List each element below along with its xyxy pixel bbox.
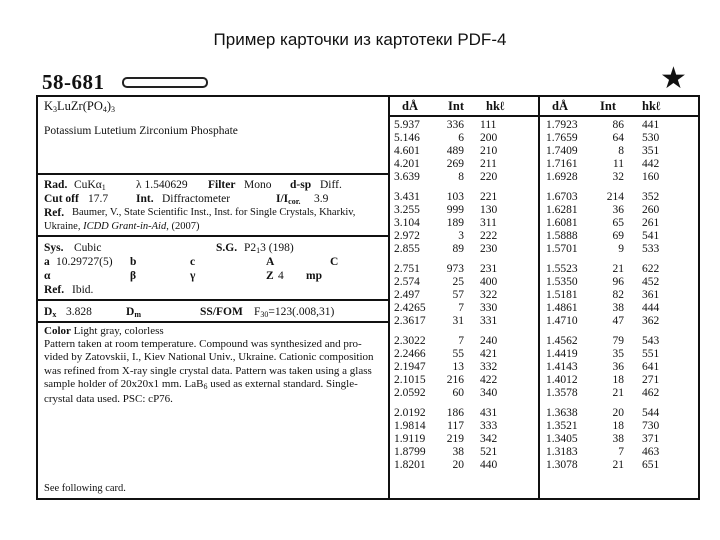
comment-line: sample holder of 20x20x1 mm. LaB$_6$ used as external standard. Single- bbox=[44, 377, 358, 391]
icor-value: 3.9 bbox=[314, 193, 329, 205]
radiation-section bbox=[38, 175, 388, 237]
d-spacing-2: 1.6281 bbox=[546, 204, 578, 216]
table-row bbox=[388, 132, 698, 145]
hkl-1: 422 bbox=[480, 374, 498, 386]
compound-name: Potassium Lutetium Zirconium Phosphate bbox=[44, 124, 238, 137]
hkl-2: 442 bbox=[642, 158, 660, 170]
icor-label: $I/I_{cor.}$ bbox=[276, 193, 301, 206]
intensity-1: 57 bbox=[452, 289, 464, 301]
header-d2: dÅ bbox=[552, 99, 568, 113]
intensity-2: 11 bbox=[612, 158, 624, 170]
hkl-1: 222 bbox=[480, 230, 498, 242]
hkl-2: 362 bbox=[642, 315, 660, 327]
gamma-label: γ bbox=[190, 270, 196, 282]
crystal-ref-label: Ref. bbox=[44, 284, 65, 296]
dx-value: 3.828 bbox=[66, 306, 92, 318]
hkl-2: 371 bbox=[642, 433, 660, 445]
dm-label: $D_m$ bbox=[126, 306, 141, 319]
hkl-1: 330 bbox=[480, 302, 498, 314]
table-row bbox=[388, 289, 698, 302]
reference-line2: Ukraine, ICDD Grant-in-Aid, (2007) bbox=[44, 221, 200, 232]
fom-value: $F_{30}=123(.008,31)$ bbox=[254, 306, 335, 319]
d-spacing-1: 2.855 bbox=[394, 243, 420, 255]
filter-label: Filter bbox=[208, 179, 236, 191]
filter-value: Mono bbox=[244, 179, 272, 191]
hkl-1: 211 bbox=[480, 158, 497, 170]
hkl-2: 352 bbox=[642, 191, 660, 203]
hkl-2: 463 bbox=[642, 446, 660, 458]
dx-label: $D_x$ bbox=[44, 306, 57, 319]
hkl-1: 332 bbox=[480, 361, 498, 373]
hkl-2: 444 bbox=[642, 302, 660, 314]
d-spacing-1: 1.8201 bbox=[394, 459, 426, 471]
table-row bbox=[388, 361, 698, 374]
hkl-1: 342 bbox=[480, 433, 498, 445]
b-label: b bbox=[130, 256, 137, 268]
intensity-2: 9 bbox=[618, 243, 624, 255]
d-spacing-1: 1.9119 bbox=[394, 433, 426, 445]
d-spacing-1: 2.3617 bbox=[394, 315, 426, 327]
density-section bbox=[38, 301, 388, 323]
hkl-1: 340 bbox=[480, 387, 498, 399]
d-spacing-1: 2.0192 bbox=[394, 407, 426, 419]
sys-label: Sys. bbox=[44, 242, 64, 254]
table-row bbox=[388, 230, 698, 243]
hkl-2: 271 bbox=[642, 374, 660, 386]
hkl-2: 361 bbox=[642, 289, 660, 301]
comment-line: vided by Zatovskii, I., Kiev National Univ., Ukraine. Cationic composition bbox=[44, 351, 374, 364]
intensity-2: 18 bbox=[612, 420, 624, 432]
see-following-card: See following card. bbox=[44, 483, 126, 494]
A-label: A bbox=[266, 256, 275, 268]
intensity-2: 79 bbox=[612, 335, 624, 347]
d-spacing-2: 1.4143 bbox=[546, 361, 578, 373]
header-hkl2: hkℓ bbox=[642, 99, 661, 113]
dsp-value: Diff. bbox=[320, 179, 342, 191]
table-row bbox=[388, 217, 698, 230]
table-row bbox=[388, 374, 698, 387]
table-row bbox=[388, 158, 698, 171]
hkl-1: 521 bbox=[480, 446, 498, 458]
hkl-2: 160 bbox=[642, 171, 660, 183]
hkl-2: 544 bbox=[642, 407, 660, 419]
wavelength: λ 1.540629 bbox=[136, 179, 188, 191]
intensity-2: 64 bbox=[612, 132, 624, 144]
intensity-2: 36 bbox=[612, 361, 624, 373]
intensity-1: 186 bbox=[446, 407, 464, 419]
crystal-section bbox=[38, 237, 388, 301]
intensity-2: 214 bbox=[606, 191, 624, 203]
card-info-column bbox=[38, 97, 390, 498]
d-spacing-1: 4.201 bbox=[394, 158, 420, 170]
d-spacing-2: 1.3078 bbox=[546, 459, 578, 471]
intensity-2: 35 bbox=[612, 348, 624, 360]
crystal-ref-value: Ibid. bbox=[72, 284, 94, 296]
hkl-1: 220 bbox=[480, 171, 498, 183]
d-spacing-1: 2.751 bbox=[394, 263, 420, 275]
a-label: a bbox=[44, 256, 50, 268]
hkl-1: 111 bbox=[480, 119, 497, 131]
ref-label: Ref. bbox=[44, 207, 65, 219]
header-int2: Int bbox=[600, 99, 616, 113]
intensity-2: 21 bbox=[612, 263, 624, 275]
hkl-2: 441 bbox=[642, 119, 660, 131]
d-spacing-1: 3.255 bbox=[394, 204, 420, 216]
hkl-1: 230 bbox=[480, 243, 498, 255]
d-spacing-1: 2.972 bbox=[394, 230, 420, 242]
hkl-2: 462 bbox=[642, 387, 660, 399]
sg-label: S.G. bbox=[216, 242, 238, 254]
hkl-1: 311 bbox=[480, 217, 497, 229]
intensity-2: 36 bbox=[612, 204, 624, 216]
star-icon: ★ bbox=[660, 62, 687, 95]
hkl-1: 431 bbox=[480, 407, 498, 419]
intensity-1: 20 bbox=[452, 459, 464, 471]
d-spacing-2: 1.5350 bbox=[546, 276, 578, 288]
d-spacing-1: 5.146 bbox=[394, 132, 420, 144]
intensity-2: 96 bbox=[612, 276, 624, 288]
intensity-1: 13 bbox=[452, 361, 464, 373]
table-header bbox=[388, 97, 698, 117]
table-row bbox=[388, 433, 698, 446]
card-number: 58-681 bbox=[42, 70, 105, 94]
hkl-1: 240 bbox=[480, 335, 498, 347]
d-spacing-1: 2.497 bbox=[394, 289, 420, 301]
d-spacing-2: 1.5181 bbox=[546, 289, 578, 301]
d-spacing-1: 2.0592 bbox=[394, 387, 426, 399]
hkl-1: 130 bbox=[480, 204, 498, 216]
hkl-1: 331 bbox=[480, 315, 498, 327]
c-label: c bbox=[190, 256, 196, 268]
table-row bbox=[388, 243, 698, 256]
hkl-1: 200 bbox=[480, 132, 498, 144]
hkl-1: 400 bbox=[480, 276, 498, 288]
d-spacing-1: 2.4265 bbox=[394, 302, 426, 314]
z-label: Z bbox=[266, 270, 274, 282]
hkl-2: 530 bbox=[642, 132, 660, 144]
cutoff-value: 17.7 bbox=[88, 193, 109, 205]
intensity-1: 117 bbox=[447, 420, 464, 432]
table-row bbox=[388, 204, 698, 217]
intensity-2: 18 bbox=[612, 374, 624, 386]
a-value: 10.29727(5) bbox=[56, 256, 113, 268]
d-spacing-1: 1.9814 bbox=[394, 420, 426, 432]
intensity-2: 65 bbox=[612, 217, 624, 229]
intensity-1: 25 bbox=[452, 276, 464, 288]
compound-section bbox=[38, 97, 388, 175]
d-spacing-2: 1.3638 bbox=[546, 407, 578, 419]
table-row bbox=[388, 420, 698, 433]
hkl-2: 551 bbox=[642, 348, 660, 360]
hkl-2: 452 bbox=[642, 276, 660, 288]
cutoff-label: Cut off bbox=[44, 193, 79, 205]
table-row bbox=[388, 145, 698, 158]
intensity-2: 21 bbox=[612, 387, 624, 399]
d-spacing-1: 2.1015 bbox=[394, 374, 426, 386]
d-spacing-1: 2.2466 bbox=[394, 348, 426, 360]
d-spacing-2: 1.5888 bbox=[546, 230, 578, 242]
d-spacing-2: 1.6703 bbox=[546, 191, 578, 203]
d-spacing-2: 1.4012 bbox=[546, 374, 578, 386]
hkl-1: 231 bbox=[480, 263, 498, 275]
hkl-2: 261 bbox=[642, 217, 660, 229]
hkl-1: 421 bbox=[480, 348, 498, 360]
table-row bbox=[388, 459, 698, 472]
intensity-2: 20 bbox=[612, 407, 624, 419]
d-spacing-2: 1.5523 bbox=[546, 263, 578, 275]
table-row bbox=[388, 387, 698, 400]
d-spacing-1: 3.104 bbox=[394, 217, 420, 229]
reference-line1: Baumer, V., State Scientific Inst., Inst. for Single Crystals, Kharkiv, bbox=[72, 207, 356, 218]
d-spacing-2: 1.3521 bbox=[546, 420, 578, 432]
intensity-1: 336 bbox=[446, 119, 464, 131]
intensity-2: 32 bbox=[612, 171, 624, 183]
chemical-formula: $K_3LuZr(PO_4)_3$ bbox=[44, 99, 116, 114]
intensity-1: 60 bbox=[452, 387, 464, 399]
header-int1: Int bbox=[448, 99, 464, 113]
d-spacing-1: 1.8799 bbox=[394, 446, 426, 458]
table-row bbox=[388, 276, 698, 289]
intensity-1: 89 bbox=[452, 243, 464, 255]
intensity-2: 86 bbox=[612, 119, 624, 131]
table-row bbox=[388, 315, 698, 328]
hkl-2: 730 bbox=[642, 420, 660, 432]
comment-line: Pattern taken at room temperature. Compound was synthesized and pro- bbox=[44, 338, 362, 351]
table-row bbox=[388, 446, 698, 459]
intensity-2: 8 bbox=[618, 145, 624, 157]
intensity-1: 55 bbox=[452, 348, 464, 360]
d-spacing-1: 5.937 bbox=[394, 119, 420, 131]
d-spacing-2: 1.7923 bbox=[546, 119, 578, 131]
d-spacing-2: 1.4419 bbox=[546, 348, 578, 360]
rad-value: CuKα$_1$ bbox=[74, 179, 106, 192]
intensity-2: 47 bbox=[612, 315, 624, 327]
table-row bbox=[388, 191, 698, 204]
d-spacing-2: 1.3578 bbox=[546, 387, 578, 399]
hkl-2: 543 bbox=[642, 335, 660, 347]
intensity-1: 973 bbox=[446, 263, 464, 275]
color-line: Color Light gray, colorless bbox=[44, 325, 164, 337]
d-spacing-2: 1.4562 bbox=[546, 335, 578, 347]
hkl-1: 333 bbox=[480, 420, 498, 432]
intensity-2: 7 bbox=[618, 446, 624, 458]
comment-line: crystal data used. PSC: cP76. bbox=[44, 393, 173, 406]
sg-value: $P2_13$ (198) bbox=[244, 242, 294, 255]
d-spacing-2: 1.3405 bbox=[546, 433, 578, 445]
intensity-1: 3 bbox=[458, 230, 464, 242]
pdf-card bbox=[36, 95, 700, 500]
intensity-2: 82 bbox=[612, 289, 624, 301]
beta-label: β bbox=[130, 270, 137, 282]
hkl-2: 351 bbox=[642, 145, 660, 157]
d-spacing-1: 3.431 bbox=[394, 191, 420, 203]
comments-section bbox=[38, 323, 388, 406]
table-row bbox=[388, 302, 698, 315]
d-spacing-2: 1.7409 bbox=[546, 145, 578, 157]
alpha-label: α bbox=[44, 270, 51, 282]
intensity-1: 999 bbox=[446, 204, 464, 216]
int-label: Int. bbox=[136, 193, 154, 205]
hkl-2: 260 bbox=[642, 204, 660, 216]
intensity-1: 189 bbox=[446, 217, 464, 229]
d-spacing-2: 1.6081 bbox=[546, 217, 578, 229]
C-label: C bbox=[330, 256, 339, 268]
intensity-2: 38 bbox=[612, 433, 624, 445]
ssfom-label: SS/FOM bbox=[200, 306, 243, 318]
intensity-1: 103 bbox=[446, 191, 464, 203]
d-spacing-1: 2.574 bbox=[394, 276, 420, 288]
d-spacing-2: 1.6928 bbox=[546, 171, 578, 183]
intensity-1: 7 bbox=[458, 335, 464, 347]
paper-clip-icon bbox=[122, 77, 208, 88]
dsp-label: d-sp bbox=[290, 179, 312, 191]
table-row bbox=[388, 407, 698, 420]
intensity-2: 38 bbox=[612, 302, 624, 314]
z-value: 4 bbox=[278, 270, 284, 282]
table-row bbox=[388, 119, 698, 132]
hkl-2: 541 bbox=[642, 230, 660, 242]
hkl-2: 622 bbox=[642, 263, 660, 275]
header-hkl1: hkℓ bbox=[486, 99, 505, 113]
comment-line: was refined from X-ray single crystal data. Pattern was taken using a glass bbox=[44, 364, 372, 377]
intensity-1: 6 bbox=[458, 132, 464, 144]
intensity-1: 216 bbox=[446, 374, 464, 386]
table-row bbox=[388, 171, 698, 184]
intensity-1: 8 bbox=[458, 171, 464, 183]
hkl-1: 210 bbox=[480, 145, 498, 157]
intensity-1: 31 bbox=[452, 315, 464, 327]
d-spacing-2: 1.7659 bbox=[546, 132, 578, 144]
d-spacing-1: 3.639 bbox=[394, 171, 420, 183]
intensity-2: 21 bbox=[612, 459, 624, 471]
hkl-1: 221 bbox=[480, 191, 498, 203]
d-spacing-1: 2.1947 bbox=[394, 361, 426, 373]
d-spacing-2: 1.4861 bbox=[546, 302, 578, 314]
int-value: Diffractometer bbox=[162, 193, 231, 205]
hkl-2: 533 bbox=[642, 243, 660, 255]
hkl-1: 440 bbox=[480, 459, 498, 471]
mp-label: mp bbox=[306, 270, 322, 282]
d-spacing-2: 1.3183 bbox=[546, 446, 578, 458]
d-spacing-2: 1.4710 bbox=[546, 315, 578, 327]
intensity-1: 38 bbox=[452, 446, 464, 458]
hkl-1: 322 bbox=[480, 289, 498, 301]
d-spacing-2: 1.7161 bbox=[546, 158, 578, 170]
hkl-2: 641 bbox=[642, 361, 660, 373]
rad-label: Rad. bbox=[44, 179, 68, 191]
d-spacing-1: 2.3022 bbox=[394, 335, 426, 347]
intensity-1: 269 bbox=[446, 158, 464, 170]
table-row bbox=[388, 348, 698, 361]
intensity-2: 69 bbox=[612, 230, 624, 242]
d-spacing-1: 4.601 bbox=[394, 145, 420, 157]
hkl-2: 651 bbox=[642, 459, 660, 471]
intensity-1: 219 bbox=[446, 433, 464, 445]
intensity-1: 489 bbox=[446, 145, 464, 157]
table-row bbox=[388, 263, 698, 276]
sys-value: Cubic bbox=[74, 242, 102, 254]
d-spacing-2: 1.5701 bbox=[546, 243, 578, 255]
intensity-1: 7 bbox=[458, 302, 464, 314]
header-d1: dÅ bbox=[402, 99, 418, 113]
slide-title: Пример карточки из картотеки PDF-4 bbox=[213, 30, 507, 49]
table-row bbox=[388, 335, 698, 348]
